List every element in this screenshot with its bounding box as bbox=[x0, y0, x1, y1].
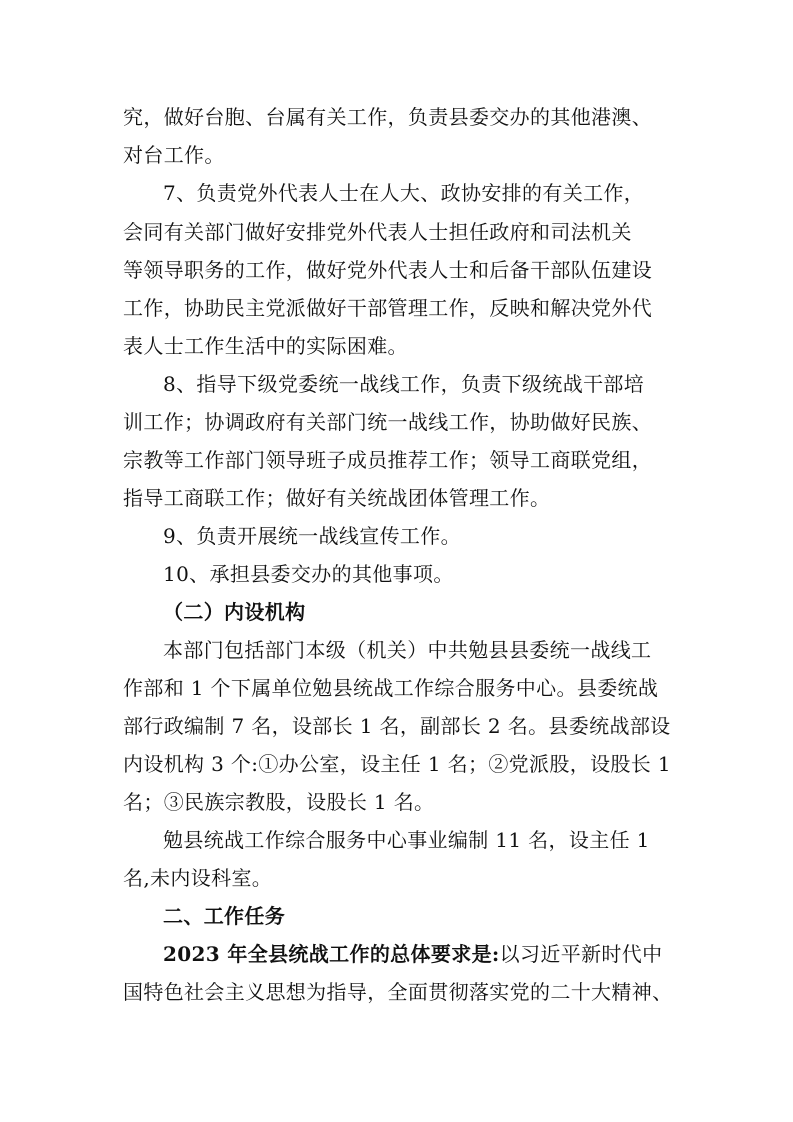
section-heading-internal-structure: （二）内设机构 bbox=[163, 600, 306, 624]
list-item-8: 8、指导下级党委统一战线工作，负责下级统战干部培 bbox=[163, 372, 645, 396]
body-text-line: 指导工商联工作；做好有关统战团体管理工作。 bbox=[123, 486, 551, 510]
body-text-line: 宗教等工作部门领导班子成员推荐工作；领导工商联党组， bbox=[123, 448, 653, 472]
body-text-run: 以习近平新时代中 bbox=[499, 942, 663, 966]
body-text-line bbox=[163, 942, 793, 966]
list-item-7: 7、负责党外代表人士在人大、政协安排的有关工作， bbox=[163, 181, 645, 205]
section-heading-work-tasks: 二、工作任务 bbox=[163, 904, 286, 928]
body-text-line: 表人士工作生活中的实际困难。 bbox=[123, 334, 408, 358]
body-text-line: 国特色社会主义思想为指导，全面贯彻落实党的二十大精神、 bbox=[123, 980, 673, 1004]
body-text-line: 名；③民族宗教股，设股长 1 名。 bbox=[123, 790, 435, 814]
body-text-line: 究，做好台胞、台属有关工作，负责县委交办的其他港澳、 bbox=[123, 105, 653, 129]
body-text-line: 名,未内设科室。 bbox=[123, 866, 273, 890]
list-item-10: 10、承担县委交办的其他事项。 bbox=[163, 562, 454, 586]
bold-lead-text: 2023 年全县统战工作的总体要求是: bbox=[163, 942, 500, 966]
body-text-line: 等领导职务的工作，做好党外代表人士和后备干部队伍建设 bbox=[123, 258, 653, 282]
list-item-9: 9、负责开展统一战线宣传工作。 bbox=[163, 524, 461, 548]
body-text-line: 对台工作。 bbox=[123, 143, 225, 167]
body-text-line: 工作，协助民主党派做好干部管理工作，反映和解决党外代 bbox=[123, 296, 653, 320]
body-text-line: 作部和 1 个下属单位勉县统战工作综合服务中心。县委统战 bbox=[123, 676, 659, 700]
body-text-line: 训工作；协调政府有关部门统一战线工作，协助做好民族、 bbox=[123, 410, 653, 434]
body-text-line: 本部门包括部门本级（机关）中共勉县县委统一战线工 bbox=[163, 638, 652, 662]
body-text-line: 勉县统战工作综合服务中心事业编制 11 名，设主任 1 bbox=[163, 828, 650, 852]
body-text-line: 会同有关部门做好安排党外代表人士担任政府和司法机关 bbox=[123, 220, 632, 244]
body-text-line: 部行政编制 7 名，设部长 1 名，副部长 2 名。县委统战部设 bbox=[123, 714, 671, 738]
body-text-line: 内设机构 3 个:①办公室，设主任 1 名；②党派股，设股长 1 bbox=[123, 752, 671, 776]
